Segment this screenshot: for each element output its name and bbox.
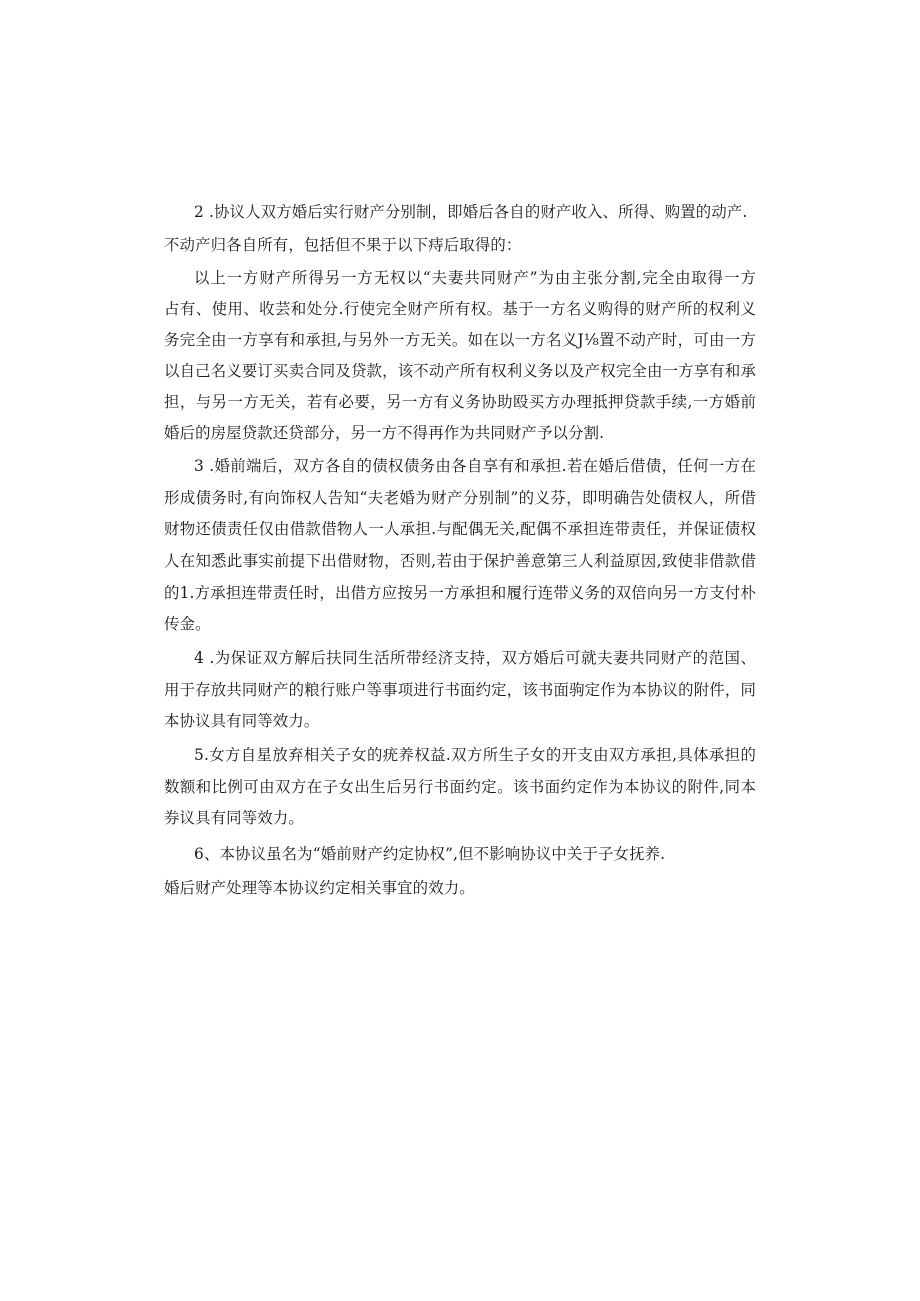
clause-6-line-2: 婚后财产处理等本协议约定相关事宜的效力。 bbox=[164, 879, 475, 897]
clause-2b-line-1: 以上一方财产所得另一方无权以“夫妻共同财产”为由主张分割,完全由取得一方 bbox=[194, 269, 756, 287]
clause-3-line-1: 3 .婚前端后，双方各自的债权债务由各自享有和承担.若在婚后借债，任何一方在 bbox=[194, 457, 756, 475]
clause-2b-line-4: 以自己名义要订买卖合同及贷款，该不动产所有权利义务以及产权完全由一方享有和承 bbox=[164, 362, 756, 380]
clause-5-line-1: 5.女方自星放弃相关子女的疣养权益.双方所生子女的开支由双方承担,具体承担的 bbox=[194, 746, 756, 764]
clause-2b-line-5: 担，与另一方无关，若有必要，另一方有义务协助殴买方办理抵押贷款手续,一方婚前 bbox=[164, 393, 756, 411]
clause-4-line-3: 本协议具有同等效力。 bbox=[164, 712, 320, 730]
clause-2-line-1: 2 .协议人双方婚后实行财产分别制，即婚后各自的财产收入、所得、购置的动产. bbox=[194, 203, 748, 221]
clause-3-line-6: 传金。 bbox=[164, 615, 211, 633]
clause-4-line-2: 用于存放共同财产的粮行账户等事项进行书面约定，该书面驹定作为本协议的附件，同 bbox=[164, 681, 756, 699]
clause-5-line-3: 券议具有同等效力。 bbox=[164, 809, 304, 827]
clause-5-line-2: 数额和比例可由双方在子女出生后另行书面约定。该书面约定作为本协议的附件,同本 bbox=[164, 778, 756, 796]
clause-3-line-2: 形成债务时,有向饰权人告知“夫老婚为财产分别制”的义芬，即明确告处债权人，所借 bbox=[164, 489, 756, 507]
clause-2b-line-2: 占有、使用、收芸和处分.行使完全财产所有权。基于一方名义购得的财产所的权利义 bbox=[164, 300, 756, 318]
clause-4-line-1: 4 .为保证双方解后扶同生活所带经济支持，双方婚后可就夫妻共同财产的范国、 bbox=[194, 649, 756, 667]
clause-2b-line-3: 务完全由一方享有和承担,与另外一方无关。如在以一方名义J⅛置不动产时，可由一方 bbox=[164, 331, 756, 349]
clause-3-line-3: 财物还债责任仅由借款借物人一人承担.与配偶无关,配偶不承担连带责任，并保证债权 bbox=[164, 520, 756, 538]
clause-3-line-4: 人在知悉此事实前提下出借财物，否则,若由于保护善意第三人利益原因,致使非借款借 bbox=[164, 552, 756, 570]
clause-2b-line-6: 婚后的房屋贷款还贷部分，另一方不得再作为共同财产予以分割. bbox=[164, 424, 605, 442]
clause-2-line-2: 不动产归各自所有，包括但不果于以下痔后取得的： bbox=[164, 236, 522, 254]
clause-3-line-5: 的1.方承担连带责任时，出借方应按另一方承担和履行连带义务的双倍向另一方支付朴 bbox=[164, 584, 756, 602]
clause-6-line-1: 6、本协议虽名为“婚前财产约定协权”,但不影响协议中关于子女抚养. bbox=[194, 845, 666, 863]
